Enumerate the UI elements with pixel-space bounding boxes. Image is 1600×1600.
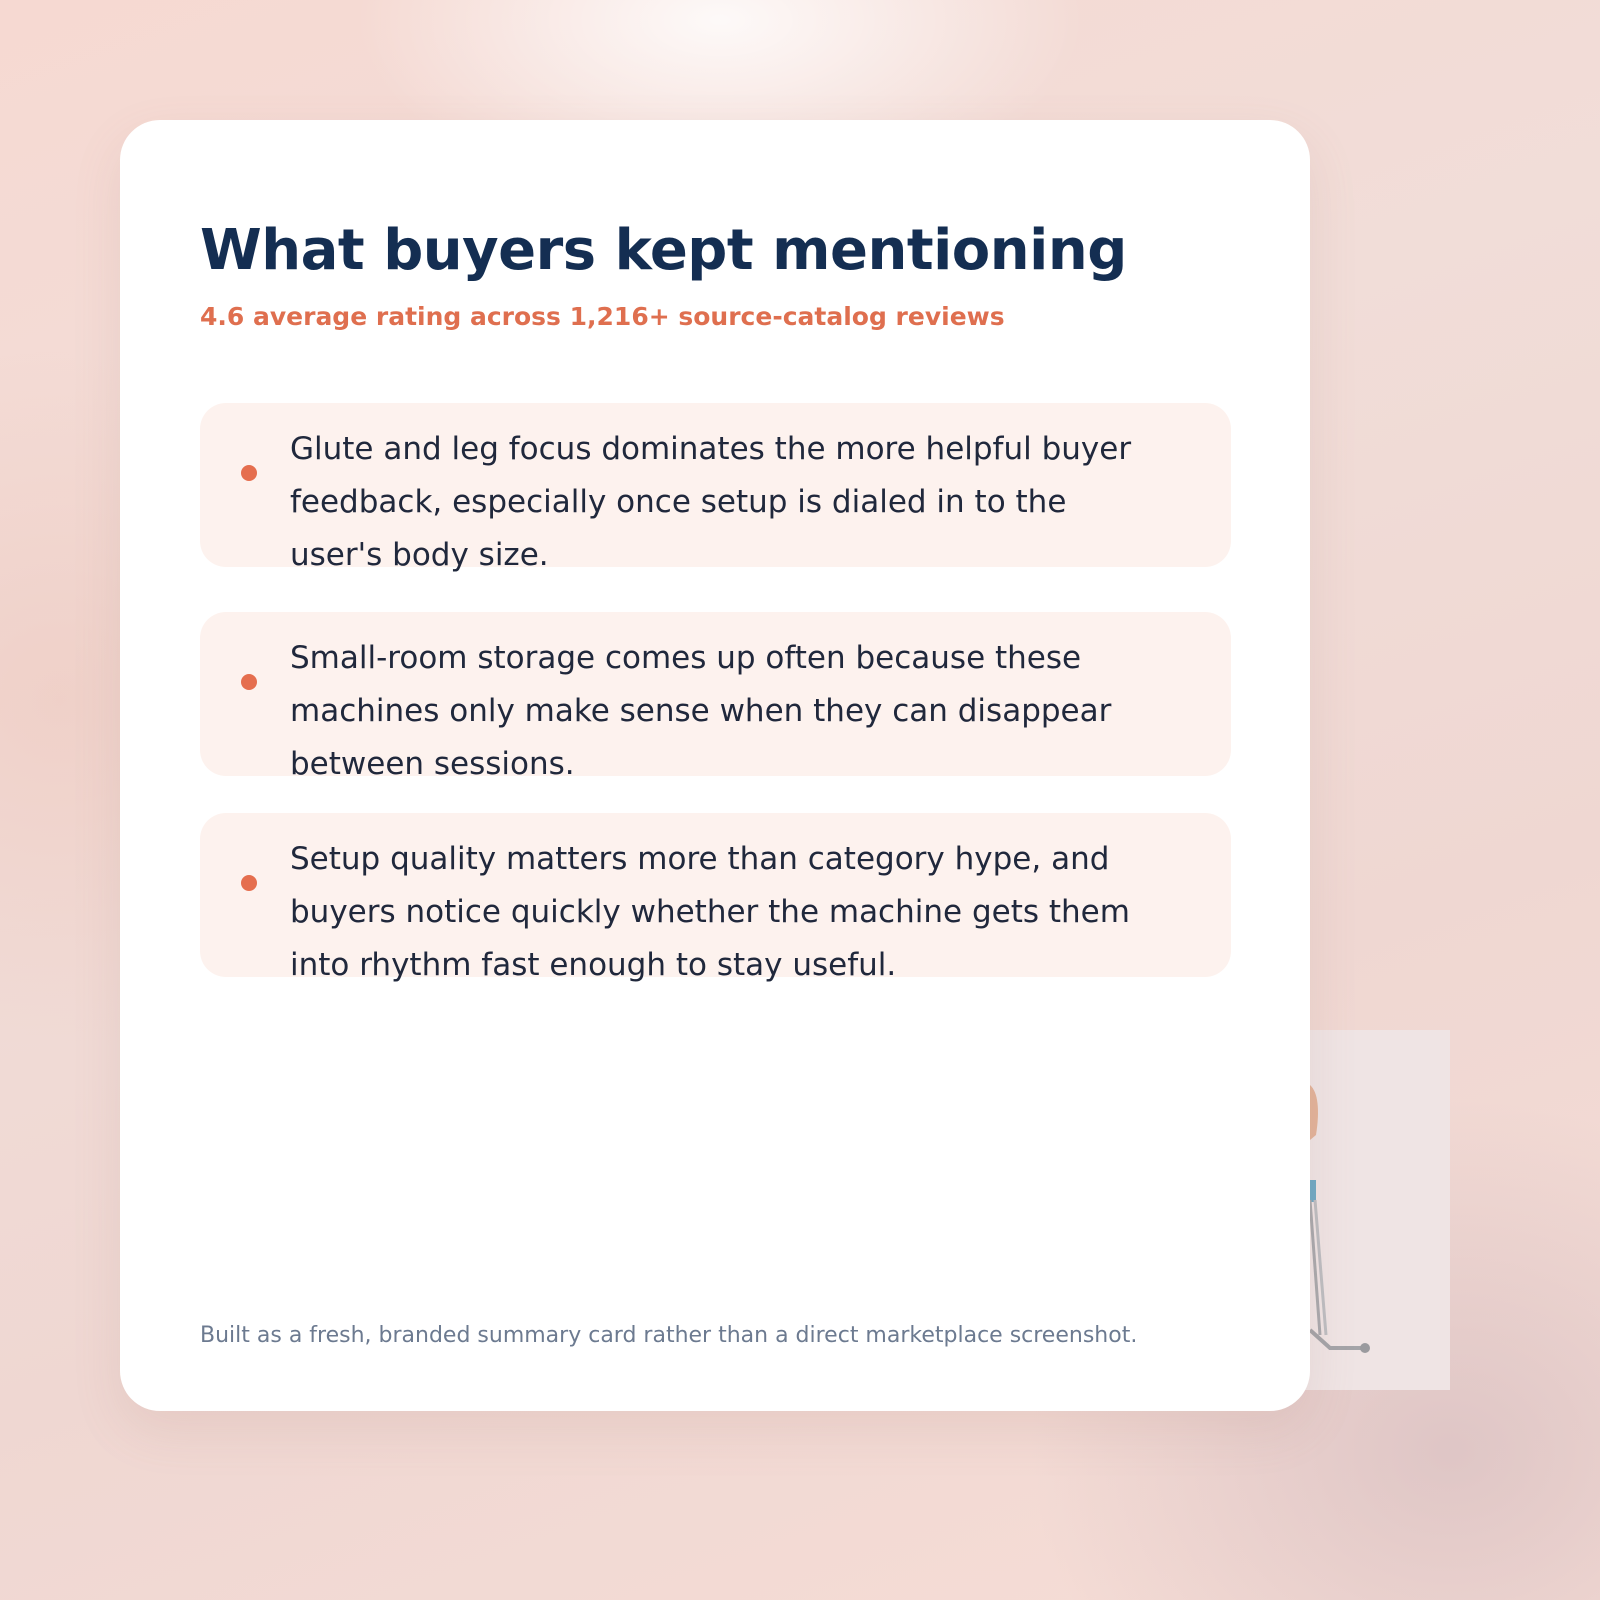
feedback-point [200, 612, 1231, 782]
card-title: What buyers kept mentioning [200, 218, 1127, 283]
bullet-dot-icon [241, 674, 257, 690]
feedback-point-text: Setup quality matters more than category hype, and buyers notice quickly whether the machine gets them into rhythm fast enough to stay useful. [290, 841, 1130, 983]
bullet-dot-icon [241, 875, 257, 891]
bullet-dot-icon [241, 465, 257, 481]
feedback-point [200, 813, 1231, 983]
feedback-point-text: Glute and leg focus dominates the more helpful buyer feedback, especially once setup is dialed in to the user's body size. [290, 431, 1132, 573]
footnote: Built as a fresh, branded summary card rather than a direct marketplace screenshot. [200, 1323, 1138, 1348]
feedback-point-text: Small-room storage comes up often because these machines only make sense when they can disappear between sessions. [290, 640, 1112, 782]
feedback-point [200, 403, 1231, 573]
summary-card [120, 120, 1310, 1411]
rating-summary: 4.6 average rating across 1,216+ source-catalog reviews [200, 302, 1005, 331]
